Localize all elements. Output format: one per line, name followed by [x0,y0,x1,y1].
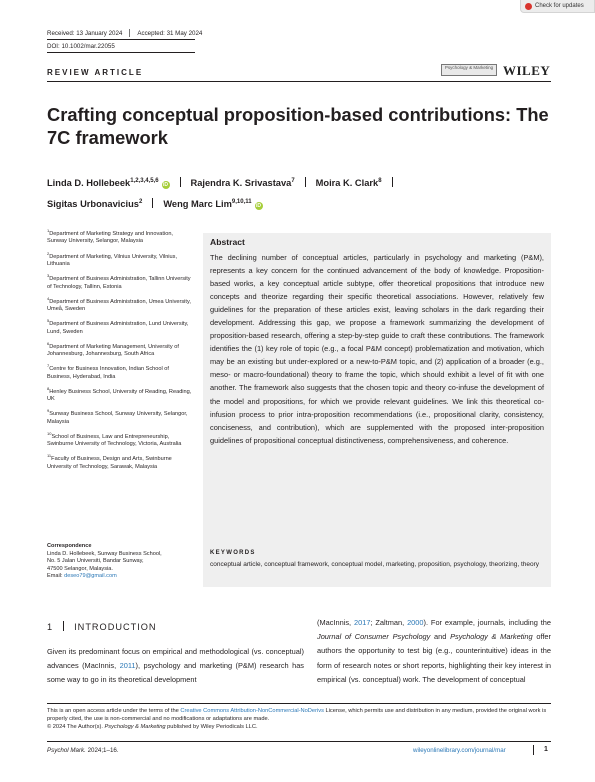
correspondence [47,543,192,581]
divider [392,177,393,187]
publisher-logo: WILEY [503,63,551,78]
page-number: 1 [544,746,548,753]
section-title: INTRODUCTION [74,622,157,632]
article-type-label: REVIEW ARTICLE [47,68,144,77]
divider [305,177,306,187]
citation-link[interactable]: 2000 [407,618,424,627]
crossmark-icon [525,3,532,10]
check-for-updates-badge[interactable] [520,0,595,13]
license-link[interactable]: Creative Commons Attribution-NonCommercial-NoDerivs [180,708,324,714]
body-column-right: (MacInnis, 2017; Zaltman, 2000). For example, journals, including the Journal of Consumer Psychology and Psychology & Marketing offer authors the opportunity to test big (e.g., counterintuitive) ideas in the form of research notes or short reports, highlighting their key interest in empirical (vs. conceptual) work. The development of conceptual [317,618,551,684]
affiliation: $^{10}$School of Business, Law and Entrepreneurship, Swinburne University of Technology, Victoria, Australia [47,430,182,448]
affiliation: $^{11}$Faculty of Business, Design and Arts, Swinburne University of Technology, Sarawak, Malaysia [47,453,172,470]
divider [47,52,195,53]
author-name[interactable]: Weng Marc Lim$^{9,10,11}$iD [163,198,262,209]
orcid-icon[interactable]: iD [163,182,169,189]
article-history [47,27,202,53]
divider [129,29,130,37]
author-name[interactable]: Sigitas Urbonavicius$^2$ [47,198,143,209]
keywords-text: conceptual article, conceptual framework, conceptual model, marketing, proposition, psychology, theorizing, theory [210,561,540,568]
affiliation: $^7$Centre for Business Innovation, Indian School of Business, Hyderabad, India [47,363,169,380]
journal-url[interactable]: wileyonlinelibrary.com/journal/mar [413,747,506,754]
license-note: This is an open access article under the terms of the Creative Commons Attribution-NonCommercial-NoDerivs License, which permits use and distribution in any medium, provided the original work is properly cited, the use is non-commercial and no modifications or adaptations are made. © 2024 The Author(s). Psychology & Marketing published by Wiley Periodicals LLC. [47,708,547,730]
citation-link[interactable]: 2011 [119,661,136,671]
email-label: Email: [47,573,65,580]
affiliation: $^5$Department of Business Administration, Lund University, Lund, Sweden [47,318,189,335]
author-list [47,172,567,213]
affiliation: $^2$Department of Marketing, Vilnius University, Vilnius, Lithuania [47,250,178,267]
affiliation: $^9$Sunway Business School, Sunway University, Selangor, Malaysia [47,408,188,425]
check-for-updates-label: Check for updates [535,3,584,9]
affiliation: $^8$Henley Business School, University of Reading, Reading, UK [47,385,192,403]
divider [47,741,551,742]
abstract-text: The declining number of conceptual articles, particularly in psychology and marketing (P&M), represents a key concern for the continued advancement of the body of knowledge. Proposition-based works, a key conceptual article subtype, offer theoretical propositions that introduce new concepts and theorize regarding their specific theoretical associations. However, relatively few guidelines for the preparation of these articles exist, leaving scholars in the dark regarding their development. Addressing this gap, we propose a framework summarizing the development of proposition-based research, offering a step-by-step guide to craft these contributions. The framework identifies the (1) key role of topic (e.g., a focal P&M concept) problematization and motivation, which may be an existing but under-explored or a new-to-P&M topic, and (2) application of a broader (e.g., meso- or macro-foundational) theory to frame the topic, which should exhibit a level of fit with one another. The framework also suggests that the chosen topic and theory co-infuse the development of the model and propositions, for which we provide relevant guidelines. We link this theoretical co-infusion process to prior intra-proposition recommendations (i.e., propositional clarity, consistency, conciseness, and contribution), which are supplemented with the proposed inter-proposition guidelines of propositional conceptual distinctiveness, comprehensiveness, and coherence. [210,253,544,445]
journal-citation: Psychol Mark. 2024;1–16. [47,747,119,754]
correspondence-line: Linda D. Hollebeek, Sunway Business School, [47,550,162,557]
affiliation: $^6$Department of Marketing Management, University of Johannesburg, Johannesburg, South Africa [47,340,179,358]
divider [180,177,181,187]
author-name[interactable]: Moira K. Clark$^8$ [315,178,382,189]
section-number: 1 [47,622,54,632]
affiliation: $^1$Department of Marketing Strategy and Innovation, Sunway University, Selangor, Malaysia [47,228,173,245]
citation-link[interactable]: 2017 [354,618,371,627]
divider [533,745,534,755]
correspondence-line: No. 5 Jalan Universiti, Bandar Sunway, [47,558,144,565]
body-column-left: Given its predominant focus on empirical and methodological (vs. conceptual) advances (MacInnis, 2011), psychology and marketing (P&M) research has some way to go in its theoretical development [47,647,304,685]
author-name[interactable]: Rajendra K. Srivastava$^7$ [190,178,295,189]
doi[interactable]: DOI: 10.1002/mar.22055 [47,43,115,50]
section-heading [47,621,157,632]
divider [152,198,153,208]
correspondence-heading: Correspondence [47,543,92,549]
affiliations [47,227,192,475]
correspondence-line: 47500 Selangor, Malaysia. [47,565,113,572]
abstract-heading: Abstract [210,237,245,247]
divider [47,703,551,704]
received-date: Received: 13 January 2024 [47,30,123,37]
divider [47,39,195,40]
affiliation: $^3$Department of Business Administration, Tallinn University of Technology, Tallinn, Estonia [47,273,191,290]
divider [63,621,64,631]
email-link[interactable]: deseo79@gmail.com [64,573,117,580]
orcid-icon[interactable]: iD [256,202,262,209]
affiliation: $^4$Department of Business Administration, Umea University, Umeå, Sweden [47,295,191,313]
divider [47,81,551,82]
author-name[interactable]: Linda D. Hollebeek$^{1,2,3,4,5,6}$iD [47,178,169,189]
accepted-date: Accepted: 31 May 2024 [137,30,203,37]
journal-logo: Psychology & Marketing [441,64,497,76]
article-title: Crafting conceptual proposition-based contributions: The 7C framework [47,104,549,148]
keywords-heading: KEYWORDS [210,550,256,556]
